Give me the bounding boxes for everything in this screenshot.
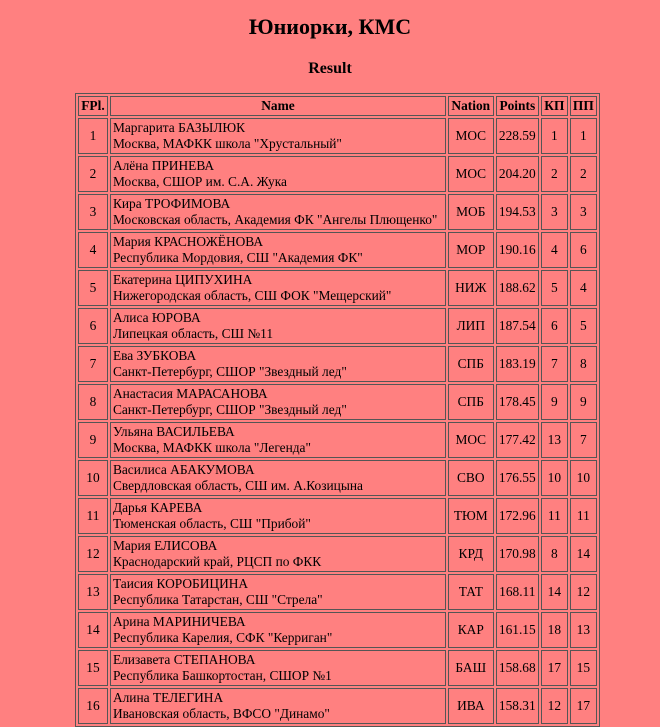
name-cell [110, 688, 446, 724]
header-short-program: КП [541, 96, 568, 116]
skater-name: Маргарита БАЗЫЛЮК [112, 120, 246, 135]
short-program-rank-cell: 6 [541, 308, 568, 344]
points-cell: 178.45 [496, 384, 540, 420]
name-cell [110, 650, 446, 686]
table-row [78, 308, 597, 344]
points-cell: 176.55 [496, 460, 540, 496]
free-program-rank-cell: 7 [570, 422, 597, 458]
table-row [78, 650, 597, 686]
nation-cell: ИВА [448, 688, 493, 724]
header-row [78, 96, 597, 116]
name-cell [110, 536, 446, 572]
points-cell: 187.54 [496, 308, 540, 344]
name-cell [110, 422, 446, 458]
table-row [78, 346, 597, 382]
points-cell: 183.19 [496, 346, 540, 382]
points-cell: 158.68 [496, 650, 540, 686]
nation-cell: МОС [448, 118, 493, 154]
skater-club: Свердловская область, СШ им. А.Козицына [112, 478, 363, 493]
free-program-rank-cell: 6 [570, 232, 597, 268]
skater-club: Санкт-Петербург, СШОР "Звездный лед" [112, 364, 347, 379]
nation-cell: БАШ [448, 650, 493, 686]
header-place: FPl. [78, 96, 108, 116]
nation-cell: МОС [448, 422, 493, 458]
short-program-rank-cell: 17 [541, 650, 568, 686]
skater-name: Ульяна ВАСИЛЬЕВА [112, 424, 235, 439]
table-row [78, 384, 597, 420]
skater-name: Арина МАРИНИЧЕВА [112, 614, 246, 629]
place-cell: 12 [78, 536, 108, 572]
table-row [78, 118, 597, 154]
header-nation: Nation [448, 96, 493, 116]
free-program-rank-cell: 9 [570, 384, 597, 420]
short-program-rank-cell: 13 [541, 422, 568, 458]
short-program-rank-cell: 1 [541, 118, 568, 154]
skater-name: Елизавета СТЕПАНОВА [112, 652, 256, 667]
short-program-rank-cell: 8 [541, 536, 568, 572]
table-row [78, 232, 597, 268]
skater-name: Ева ЗУБКОВА [112, 348, 197, 363]
skater-name: Дарья КАРЕВА [112, 500, 203, 515]
place-cell: 13 [78, 574, 108, 610]
free-program-rank-cell: 8 [570, 346, 597, 382]
place-cell: 14 [78, 612, 108, 648]
free-program-rank-cell: 17 [570, 688, 597, 724]
name-cell [110, 346, 446, 382]
skater-club: Москва, МАФКК школа "Легенда" [112, 440, 311, 455]
free-program-rank-cell: 12 [570, 574, 597, 610]
points-cell: 161.15 [496, 612, 540, 648]
skater-name: Алиса ЮРОВА [112, 310, 201, 325]
place-cell: 4 [78, 232, 108, 268]
skater-club: Тюменская область, СШ "Прибой" [112, 516, 311, 531]
place-cell: 3 [78, 194, 108, 230]
results-table [75, 93, 600, 727]
nation-cell: ТЮМ [448, 498, 493, 534]
name-cell [110, 498, 446, 534]
skater-club: Москва, МАФКК школа "Хрустальный" [112, 136, 342, 151]
free-program-rank-cell: 1 [570, 118, 597, 154]
nation-cell: ЛИП [448, 308, 493, 344]
table-row [78, 460, 597, 496]
page-subtitle: Result [308, 60, 352, 77]
table-row [78, 536, 597, 572]
nation-cell: КАР [448, 612, 493, 648]
table-row [78, 156, 597, 192]
short-program-rank-cell: 18 [541, 612, 568, 648]
short-program-rank-cell: 12 [541, 688, 568, 724]
skater-club: Ивановская область, ВФСО "Динамо" [112, 706, 330, 721]
table-row [78, 194, 597, 230]
table-row [78, 574, 597, 610]
points-cell: 228.59 [496, 118, 540, 154]
free-program-rank-cell: 11 [570, 498, 597, 534]
free-program-rank-cell: 14 [570, 536, 597, 572]
points-cell: 188.62 [496, 270, 540, 306]
skater-club: Санкт-Петербург, СШОР "Звездный лед" [112, 402, 347, 417]
place-cell: 7 [78, 346, 108, 382]
header-points: Points [496, 96, 540, 116]
nation-cell: СВО [448, 460, 493, 496]
free-program-rank-cell: 4 [570, 270, 597, 306]
name-cell [110, 156, 446, 192]
short-program-rank-cell: 4 [541, 232, 568, 268]
table-row [78, 612, 597, 648]
place-cell: 9 [78, 422, 108, 458]
skater-name: Василиса АБАКУМОВА [112, 462, 255, 477]
skater-club: Нижегородская область, СШ ФОК "Мещерский" [112, 288, 392, 303]
nation-cell: НИЖ [448, 270, 493, 306]
skater-club: Республика Башкортостан, СШОР №1 [112, 668, 332, 683]
skater-club: Москва, СШОР им. С.А. Жука [112, 174, 287, 189]
header-name: Name [110, 96, 446, 116]
points-cell: 168.11 [496, 574, 540, 610]
name-cell [110, 232, 446, 268]
free-program-rank-cell: 13 [570, 612, 597, 648]
skater-club: Республика Мордовия, СШ "Академия ФК" [112, 250, 363, 265]
short-program-rank-cell: 11 [541, 498, 568, 534]
skater-name: Мария ЕЛИСОВА [112, 538, 218, 553]
free-program-rank-cell: 2 [570, 156, 597, 192]
skater-name: Кира ТРОФИМОВА [112, 196, 231, 211]
free-program-rank-cell: 10 [570, 460, 597, 496]
skater-name: Анастасия МАРАСАНОВА [112, 386, 268, 401]
table-row [78, 422, 597, 458]
skater-name: Екатерина ЦИПУХИНА [112, 272, 253, 287]
name-cell [110, 574, 446, 610]
table-row [78, 270, 597, 306]
header-free-program: ПП [570, 96, 597, 116]
table-row [78, 498, 597, 534]
place-cell: 6 [78, 308, 108, 344]
points-cell: 158.31 [496, 688, 540, 724]
name-cell [110, 384, 446, 420]
skater-club: Липецкая область, СШ №11 [112, 326, 274, 341]
skater-name: Таисия КОРОБИЦИНА [112, 576, 249, 591]
short-program-rank-cell: 2 [541, 156, 568, 192]
nation-cell: СПБ [448, 346, 493, 382]
short-program-rank-cell: 14 [541, 574, 568, 610]
place-cell: 16 [78, 688, 108, 724]
points-cell: 177.42 [496, 422, 540, 458]
place-cell: 2 [78, 156, 108, 192]
name-cell [110, 270, 446, 306]
place-cell: 5 [78, 270, 108, 306]
name-cell [110, 460, 446, 496]
place-cell: 10 [78, 460, 108, 496]
points-cell: 204.20 [496, 156, 540, 192]
free-program-rank-cell: 15 [570, 650, 597, 686]
skater-club: Республика Татарстан, СШ "Стрела" [112, 592, 323, 607]
place-cell: 8 [78, 384, 108, 420]
place-cell: 15 [78, 650, 108, 686]
skater-club: Краснодарский край, РЦСП по ФКК [112, 554, 322, 569]
page-title: Юниорки, КМС [248, 14, 412, 39]
name-cell [110, 612, 446, 648]
skater-name: Алёна ПРИНЕВА [112, 158, 215, 173]
place-cell: 1 [78, 118, 108, 154]
table-row [78, 688, 597, 724]
skater-name: Мария КРАСНОЖЁНОВА [112, 234, 264, 249]
nation-cell: МОС [448, 156, 493, 192]
short-program-rank-cell: 7 [541, 346, 568, 382]
free-program-rank-cell: 3 [570, 194, 597, 230]
short-program-rank-cell: 10 [541, 460, 568, 496]
points-cell: 194.53 [496, 194, 540, 230]
nation-cell: МОР [448, 232, 493, 268]
nation-cell: СПБ [448, 384, 493, 420]
short-program-rank-cell: 5 [541, 270, 568, 306]
name-cell [110, 194, 446, 230]
points-cell: 170.98 [496, 536, 540, 572]
place-cell: 11 [78, 498, 108, 534]
nation-cell: ТАТ [448, 574, 493, 610]
short-program-rank-cell: 3 [541, 194, 568, 230]
skater-club: Московская область, Академия ФК "Ангелы Плющенко" [112, 212, 438, 227]
results-body [78, 118, 597, 724]
nation-cell: МОБ [448, 194, 493, 230]
name-cell [110, 308, 446, 344]
skater-name: Алина ТЕЛЕГИНА [112, 690, 224, 705]
points-cell: 172.96 [496, 498, 540, 534]
points-cell: 190.16 [496, 232, 540, 268]
skater-club: Республика Карелия, СФК "Керриган" [112, 630, 333, 645]
name-cell [110, 118, 446, 154]
nation-cell: КРД [448, 536, 493, 572]
free-program-rank-cell: 5 [570, 308, 597, 344]
short-program-rank-cell: 9 [541, 384, 568, 420]
